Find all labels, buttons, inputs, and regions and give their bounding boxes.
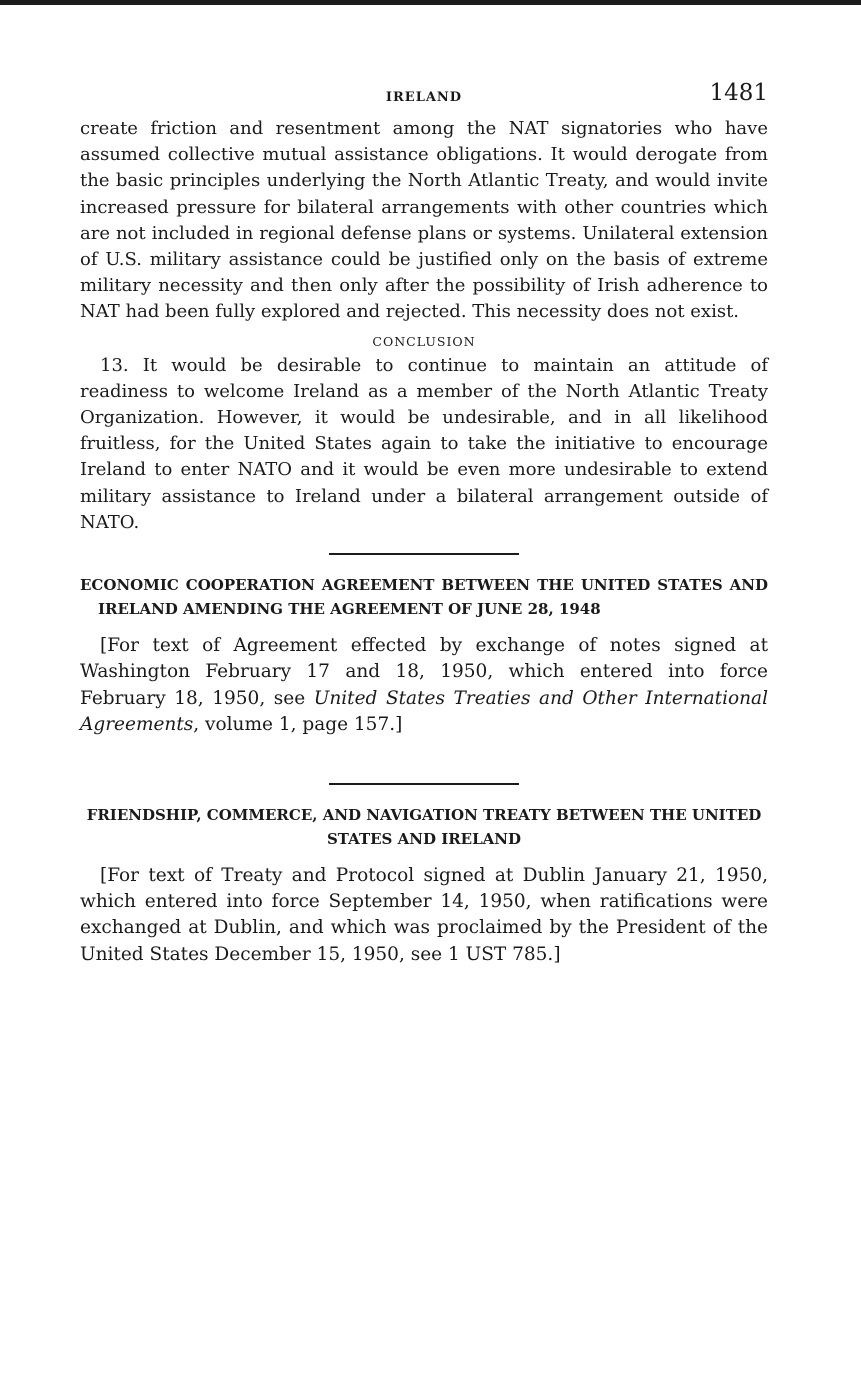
running-head-title: IRELAND: [385, 90, 463, 105]
running-head: [80, 80, 768, 116]
economic-note-text-before: [For text of Agreement effected by exchange of notes signed at Washington February 17 and 18, 1950, which entered into force February 18, 1950, see: [80, 635, 768, 709]
economic-note-italic-title: United States Treaties and Other International Agreements: [80, 687, 769, 736]
economic-note-text-after: , volume 1, page 157.]: [193, 714, 403, 736]
scan-top-edge: [0, 0, 861, 5]
document-page: [80, 80, 768, 968]
friendship-treaty-note: [For text of Treaty and Protocol signed at Dublin January 21, 1950, which entered into force September 14, 1950, when ratifications were exchanged at Dublin, and which was proclaimed by the President of the United States December 15, 1950, see 1 UST 785.]: [80, 864, 768, 965]
conclusion-heading: CONCLUSION: [372, 333, 476, 349]
conclusion-paragraph: 13. It would be desirable to continue to maintain an attitude of readiness to welcome Ireland as a member of the North Atlantic Treaty Organization. However, it would be undesirable, and in all likelihood fruitless, for the United States again to take the initiative to encourage Ireland to enter NATO and it would be even more undesirable to extend military assistance to Ireland under a bilateral arrangement outside of NATO.: [80, 354, 768, 533]
friendship-treaty-heading: FRIENDSHIP, COMMERCE, AND NAVIGATION TREATY BETWEEN THE UNITED STATES AND IRELAND: [86, 805, 762, 848]
continuation-paragraph: create friction and resentment among the NAT signatories who have assumed collective mutual assistance obligations. It would derogate from the basic principles underlying the North Atlantic Treaty, and would invite increased pressure for bilateral arrangements with other countries which are not included in regional defense plans or systems. Unilateral extension of U.S. military assistance could be justified only on the basis of extreme military necessity and then only after the possibility of Irish adherence to NAT had been fully explored and rejected. This necessity does not exist.: [80, 118, 768, 323]
section-divider: [329, 553, 519, 555]
economic-agreement-heading: ECONOMIC COOPERATION AGREEMENT BETWEEN THE UNITED STATES AND IRELAND AMENDING THE AGREEMENT OF JUNE 28, 1948: [80, 576, 768, 619]
page-number: 1481: [709, 80, 768, 106]
economic-agreement-note: [80, 633, 768, 739]
section-divider: [329, 783, 519, 785]
